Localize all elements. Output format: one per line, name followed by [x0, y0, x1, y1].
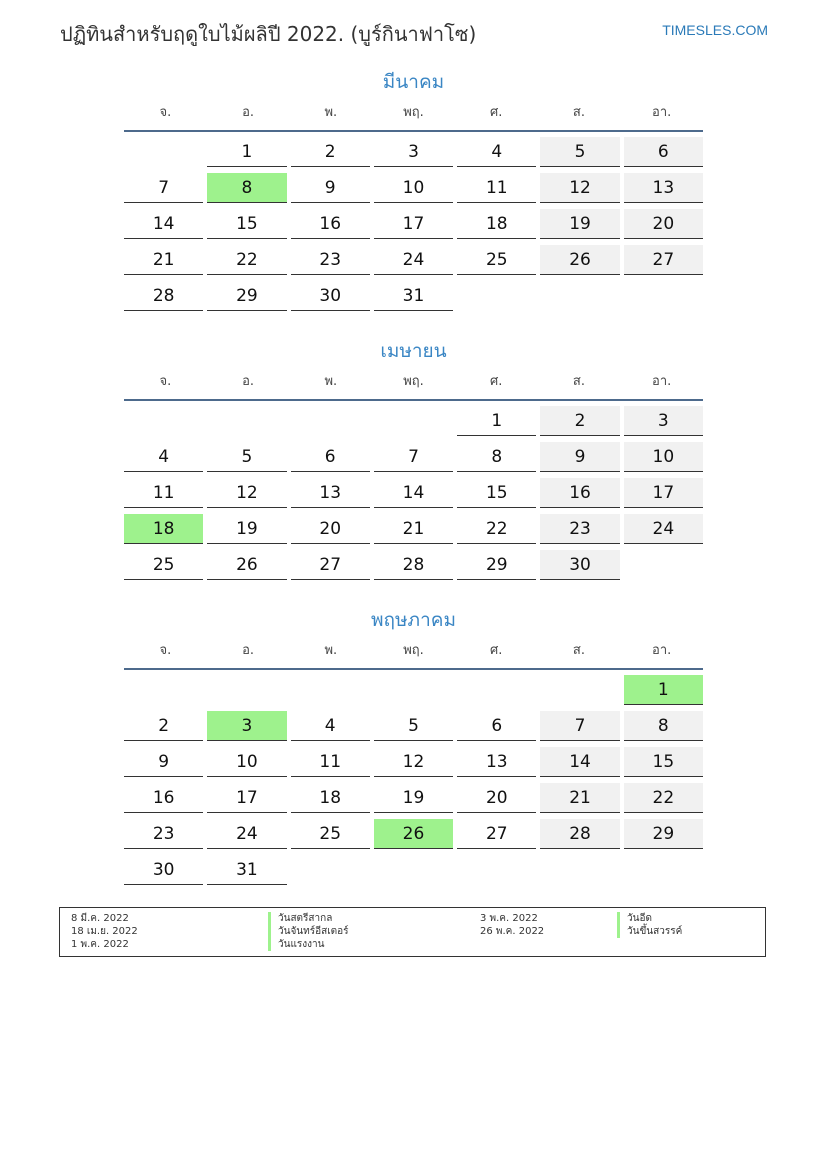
weekday-label: พฤ. [403, 374, 424, 389]
day-cell[interactable]: 3 [374, 137, 453, 167]
weekday-label: อา. [652, 105, 672, 120]
header-rule [124, 668, 703, 670]
day-cell[interactable]: 11 [124, 478, 203, 508]
day-cell[interactable]: 20 [457, 783, 536, 813]
day-cell[interactable]: 2 [124, 711, 203, 741]
header-rule [124, 130, 703, 132]
day-cell[interactable]: 28 [540, 819, 619, 849]
day-cell[interactable]: 30 [291, 281, 370, 311]
day-cell[interactable]: 8 [624, 711, 703, 741]
month-calendar-march [124, 68, 703, 317]
legend-date: 3 พ.ค. 2022 [480, 913, 538, 924]
day-cell[interactable]: 24 [624, 514, 703, 544]
legend-holiday-name: วันขึ้นสวรรค์ [617, 925, 682, 938]
weekday-label: อ. [242, 374, 255, 389]
day-cell[interactable]: 29 [207, 281, 286, 311]
empty-cell [124, 137, 203, 167]
empty-cell [207, 675, 286, 705]
day-cell[interactable]: 22 [207, 245, 286, 275]
day-cell[interactable]: 1 [457, 406, 536, 436]
day-cell[interactable]: 23 [291, 245, 370, 275]
day-cell[interactable]: 7 [124, 173, 203, 203]
day-cell[interactable]: 9 [291, 173, 370, 203]
day-cell[interactable]: 2 [291, 137, 370, 167]
day-cell[interactable]: 28 [124, 281, 203, 311]
day-cell[interactable]: 17 [207, 783, 286, 813]
day-cell[interactable]: 15 [624, 747, 703, 777]
day-cell[interactable]: 11 [291, 747, 370, 777]
day-cell[interactable]: 5 [374, 711, 453, 741]
empty-cell [291, 675, 370, 705]
weekday-label: อา. [652, 374, 672, 389]
month-title: พฤษภาคม [371, 609, 456, 631]
day-cell[interactable]: 23 [124, 819, 203, 849]
legend-holiday-name: วันสตรีสากล [268, 912, 332, 925]
weekday-label: อ. [242, 643, 255, 658]
day-cell[interactable]: 16 [291, 209, 370, 239]
day-cell[interactable]: 13 [291, 478, 370, 508]
day-cell[interactable]: 12 [207, 478, 286, 508]
day-cell[interactable]: 7 [540, 711, 619, 741]
day-cell[interactable]: 21 [124, 245, 203, 275]
day-cell[interactable]: 24 [207, 819, 286, 849]
month-calendar-april [124, 337, 703, 586]
day-grid [124, 675, 703, 891]
day-cell[interactable]: 19 [207, 514, 286, 544]
day-cell[interactable]: 14 [124, 209, 203, 239]
day-cell[interactable]: 25 [457, 245, 536, 275]
day-cell[interactable]: 22 [624, 783, 703, 813]
legend-date: 1 พ.ค. 2022 [71, 939, 129, 950]
day-cell[interactable]: 17 [624, 478, 703, 508]
legend-holiday-name: วันจันทร์อีสเตอร์ [268, 925, 349, 938]
day-cell[interactable]: 4 [124, 442, 203, 472]
day-cell[interactable]: 3 [624, 406, 703, 436]
day-cell[interactable]: 1 [207, 137, 286, 167]
weekday-label: พฤ. [403, 105, 424, 120]
weekday-label: จ. [159, 374, 172, 389]
weekday-label: พ. [324, 105, 338, 120]
weekday-label: ส. [572, 374, 585, 389]
day-cell[interactable]: 16 [540, 478, 619, 508]
day-cell[interactable]: 27 [624, 245, 703, 275]
day-cell[interactable]: 24 [374, 245, 453, 275]
legend-date: 26 พ.ค. 2022 [480, 926, 545, 937]
holiday-day-cell[interactable]: 26 [374, 819, 453, 849]
weekday-header [124, 638, 703, 664]
day-cell[interactable]: 15 [457, 478, 536, 508]
day-cell[interactable]: 10 [374, 173, 453, 203]
day-cell[interactable]: 6 [291, 442, 370, 472]
empty-cell [291, 406, 370, 436]
day-cell[interactable]: 9 [124, 747, 203, 777]
weekday-label: ส. [572, 105, 585, 120]
empty-cell [374, 406, 453, 436]
legend-holiday-name: วันแรงงาน [268, 938, 324, 951]
weekday-label: จ. [159, 105, 172, 120]
empty-cell [124, 675, 203, 705]
day-cell[interactable]: 27 [291, 550, 370, 580]
day-cell[interactable]: 25 [124, 550, 203, 580]
day-cell[interactable]: 12 [374, 747, 453, 777]
day-cell[interactable]: 29 [624, 819, 703, 849]
month-title: มีนาคม [382, 71, 445, 93]
day-cell[interactable]: 31 [374, 281, 453, 311]
legend-date: 8 มี.ค. 2022 [71, 913, 129, 924]
day-cell[interactable]: 31 [207, 855, 286, 885]
day-cell[interactable]: 21 [540, 783, 619, 813]
day-cell[interactable]: 26 [540, 245, 619, 275]
weekday-label: จ. [159, 643, 172, 658]
month-calendar-may [124, 606, 703, 891]
weekday-label: พ. [324, 643, 338, 658]
day-cell[interactable]: 14 [374, 478, 453, 508]
day-cell[interactable]: 19 [374, 783, 453, 813]
legend-date: 18 เม.ย. 2022 [71, 926, 138, 937]
holiday-day-cell[interactable]: 8 [207, 173, 286, 203]
day-cell[interactable]: 14 [540, 747, 619, 777]
day-cell[interactable]: 8 [457, 442, 536, 472]
day-cell[interactable]: 29 [457, 550, 536, 580]
weekday-label: ศ. [490, 643, 503, 658]
holiday-legend [59, 907, 766, 957]
day-cell[interactable]: 19 [540, 209, 619, 239]
day-cell[interactable]: 15 [207, 209, 286, 239]
page-title: ปฏิทินสำหรับฤดูใบไม้ผลิปี 2022. (บูร์กินาฟาโซ) [60, 22, 477, 46]
legend-holiday-name: วันอีด [617, 912, 652, 925]
weekday-label: ส. [572, 643, 585, 658]
day-cell[interactable]: 18 [457, 209, 536, 239]
weekday-label: อา. [652, 643, 672, 658]
day-cell[interactable]: 4 [457, 137, 536, 167]
day-grid [124, 406, 703, 586]
holiday-day-cell[interactable]: 1 [624, 675, 703, 705]
day-cell[interactable]: 21 [374, 514, 453, 544]
day-cell[interactable]: 23 [540, 514, 619, 544]
day-cell[interactable]: 20 [624, 209, 703, 239]
day-cell[interactable]: 9 [540, 442, 619, 472]
weekday-header [124, 369, 703, 395]
empty-cell [207, 406, 286, 436]
day-cell[interactable]: 30 [124, 855, 203, 885]
day-grid [124, 137, 703, 317]
day-cell[interactable]: 5 [540, 137, 619, 167]
day-cell[interactable]: 25 [291, 819, 370, 849]
day-cell[interactable]: 4 [291, 711, 370, 741]
weekday-label: ศ. [490, 105, 503, 120]
day-cell[interactable]: 6 [624, 137, 703, 167]
day-cell[interactable]: 16 [124, 783, 203, 813]
holiday-day-cell[interactable]: 18 [124, 514, 203, 544]
day-cell[interactable]: 22 [457, 514, 536, 544]
day-cell[interactable]: 12 [540, 173, 619, 203]
day-cell[interactable]: 2 [540, 406, 619, 436]
day-cell[interactable]: 28 [374, 550, 453, 580]
header-rule [124, 399, 703, 401]
day-cell[interactable]: 13 [624, 173, 703, 203]
day-cell[interactable]: 7 [374, 442, 453, 472]
day-cell[interactable]: 6 [457, 711, 536, 741]
day-cell[interactable]: 27 [457, 819, 536, 849]
empty-cell [457, 675, 536, 705]
weekday-label: อ. [242, 105, 255, 120]
day-cell[interactable]: 13 [457, 747, 536, 777]
empty-cell [540, 675, 619, 705]
month-title: เมษายน [380, 340, 447, 362]
brand-link[interactable]: TIMESLES.COM [662, 22, 768, 38]
day-cell[interactable]: 17 [374, 209, 453, 239]
day-cell[interactable]: 5 [207, 442, 286, 472]
day-cell[interactable]: 11 [457, 173, 536, 203]
empty-cell [124, 406, 203, 436]
day-cell[interactable]: 18 [291, 783, 370, 813]
weekday-label: พ. [324, 374, 338, 389]
day-cell[interactable]: 30 [540, 550, 619, 580]
holiday-day-cell[interactable]: 3 [207, 711, 286, 741]
day-cell[interactable]: 26 [207, 550, 286, 580]
weekday-label: พฤ. [403, 643, 424, 658]
day-cell[interactable]: 10 [624, 442, 703, 472]
empty-cell [374, 675, 453, 705]
day-cell[interactable]: 20 [291, 514, 370, 544]
day-cell[interactable]: 10 [207, 747, 286, 777]
weekday-header [124, 100, 703, 126]
weekday-label: ศ. [490, 374, 503, 389]
